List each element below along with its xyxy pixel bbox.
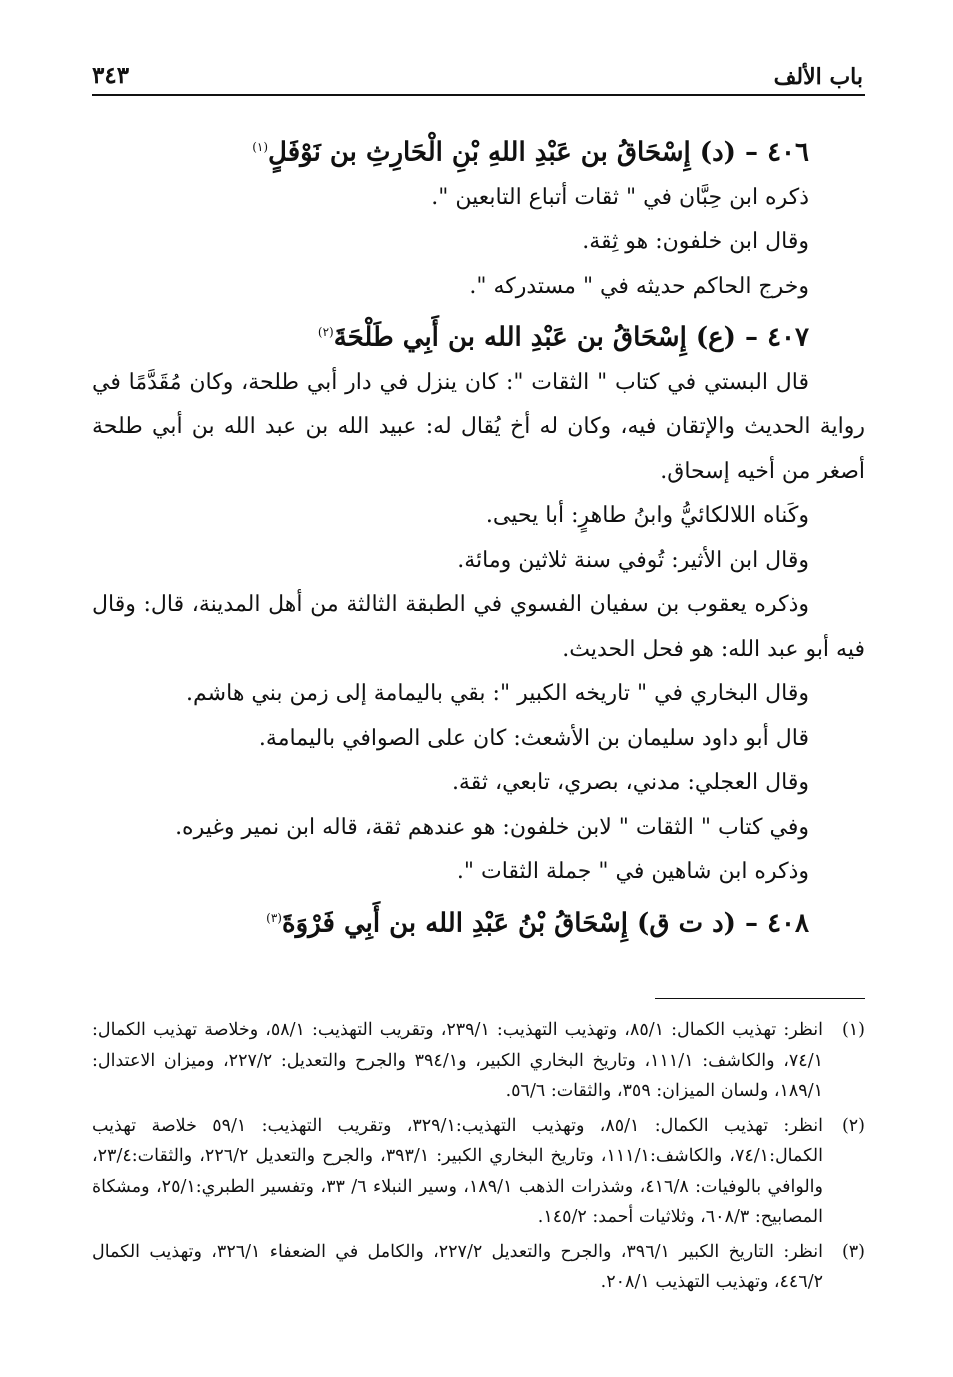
footnote-3 bbox=[92, 1237, 865, 1298]
book-page bbox=[92, 52, 865, 1352]
main-text bbox=[92, 124, 865, 946]
footnote-number: (٣) bbox=[841, 1241, 865, 1262]
running-header bbox=[92, 52, 865, 96]
paragraph: وفي كتاب " الثقات " لابن خلفون: هو عندهم ثقة، قاله ابن نمير وغيره. bbox=[175, 814, 809, 840]
entry-heading-407 bbox=[92, 309, 809, 361]
footnote-2 bbox=[92, 1111, 865, 1233]
footnote-1 bbox=[92, 1015, 865, 1107]
footnote-text: انظر: تهذيب الكمال: ٨٥/١، وتهذيب التهذيب: ٢٣٩/١، وتقريب التهذيب: ٥٨/١، وخلاصة تهذيب الكمال: ٧٤/١، والكاشف: ١١١/١، وتاريخ البخاري الكبير، و٣٩٤/١ والجرح والتعديل: ٢٢٧/٢، وميزان الاعتدال: ١٨٩/١، ولسان الميزان: ٣٥٩، والثقات: ٥٦/٦. bbox=[92, 1020, 823, 1102]
footnote-marker: (٣) bbox=[266, 910, 282, 925]
paragraph: قال أبو داود سليمان بن الأشعث: كان على الصوافي باليمامة. bbox=[258, 725, 809, 751]
paragraph: وقال ابن خلفون: هو ثِقة. bbox=[582, 229, 809, 255]
paragraph: وذكره ابن شاهين في " جملة الثقات ". bbox=[456, 859, 809, 885]
footnote-separator bbox=[655, 998, 865, 999]
paragraph: وخرج الحاكم حديثه في " مستدركه ". bbox=[469, 273, 809, 299]
footnote-number: (١) bbox=[841, 1020, 865, 1041]
section-title: باب الألف bbox=[773, 64, 863, 90]
footnote-text: انظر: تهذيب الكمال: ٨٥/١، وتهذيب التهذيب:٣٢٩/١، وتقريب التهذيب: ٥٩/١ خلاصة تهذيب الكمال:٧٤/١، والكاشف:١١١/١، وتاريخ البخاري الكبير: ٣٩٣/١، والجرح والتعديل ٢٢٦/٢، والثقات:٢٣/٤، والوافي بالوفيات: ٤١٦/٨، وشذرات الذهب ١٨٩/١، وسير النبلاء ٦/ ٣٣، وتفسير الطبري:٢٥/١، ومشكاة المصابيح: ٦٠٨/٣، وثلاثيات أحمد: ١٤٥/٢. bbox=[92, 1115, 823, 1228]
paragraph: وقال ابن الأثير: تُوفي سنة ثلاثين ومائة. bbox=[457, 547, 809, 573]
paragraph: ذكره ابن حِبَّان في " ثقات أتباع التابعين ". bbox=[431, 184, 809, 210]
entry-heading-408 bbox=[92, 895, 809, 947]
footnote-marker: (١) bbox=[252, 140, 269, 154]
paragraph: وكَناه اللالكائيُّ وابنُ طاهرٍ: أبا يحيى. bbox=[485, 503, 809, 529]
footnote-marker: (٢) bbox=[317, 325, 334, 340]
paragraph: وذكره يعقوب بن سفيان الفسوي في الطبقة الثالثة من أهل المدينة، قال: وقال فيه أبو عبد الله: هو فحل الحديث. bbox=[92, 592, 865, 662]
paragraph: وقال البخاري في " تاريخه الكبير ": بقي باليمامة إلى زمن بني هاشم. bbox=[186, 681, 809, 707]
entry-heading-text: ٤٠٦ – (د) إِسْحَاقُ بن عَبْدِ اللهِ بْنِ الْحَارِثِ بن نَوْفَلٍ bbox=[268, 137, 809, 168]
footnote-text: انظر: التاريخ الكبير ٣٩٦/١، والجرح والتعديل ٢٢٧/٢، والكامل في الضعفاء ٣٢٦/١، وتهذيب الكمال ٤٤٦/٢، وتهذيب التهذيب ٢٠٨/١. bbox=[92, 1241, 823, 1293]
entry-heading-text: ٤٠٨ – (د ت ق) إِسْحَاقُ بْنُ عَبْدِ الله بن أَبِي فَرْوَةَ bbox=[281, 908, 809, 939]
footnote-number: (٢) bbox=[841, 1115, 865, 1136]
entry-heading-406 bbox=[92, 124, 809, 176]
paragraph: وقال العجلي: مدني، بصري، تابعي، ثقة. bbox=[451, 770, 809, 796]
footnotes bbox=[92, 1015, 865, 1298]
paragraph: قال البستي في كتاب " الثقات ": كان ينزل في دار أبي طلحة، وكان مُقَدَّمًا في رواية الحديث والإتقان فيه، وكان له أخ يُقال له: عبيد الله بن عبد الله بن أبي طلحة أصغر من أخيه إسحاق. bbox=[92, 369, 865, 484]
entry-heading-text: ٤٠٧ – (ع) إِسْحَاقُ بن عَبْدِ الله بن أَبِي طَلْحَةَ bbox=[333, 322, 809, 353]
page-number: ٣٤٣ bbox=[92, 62, 130, 89]
